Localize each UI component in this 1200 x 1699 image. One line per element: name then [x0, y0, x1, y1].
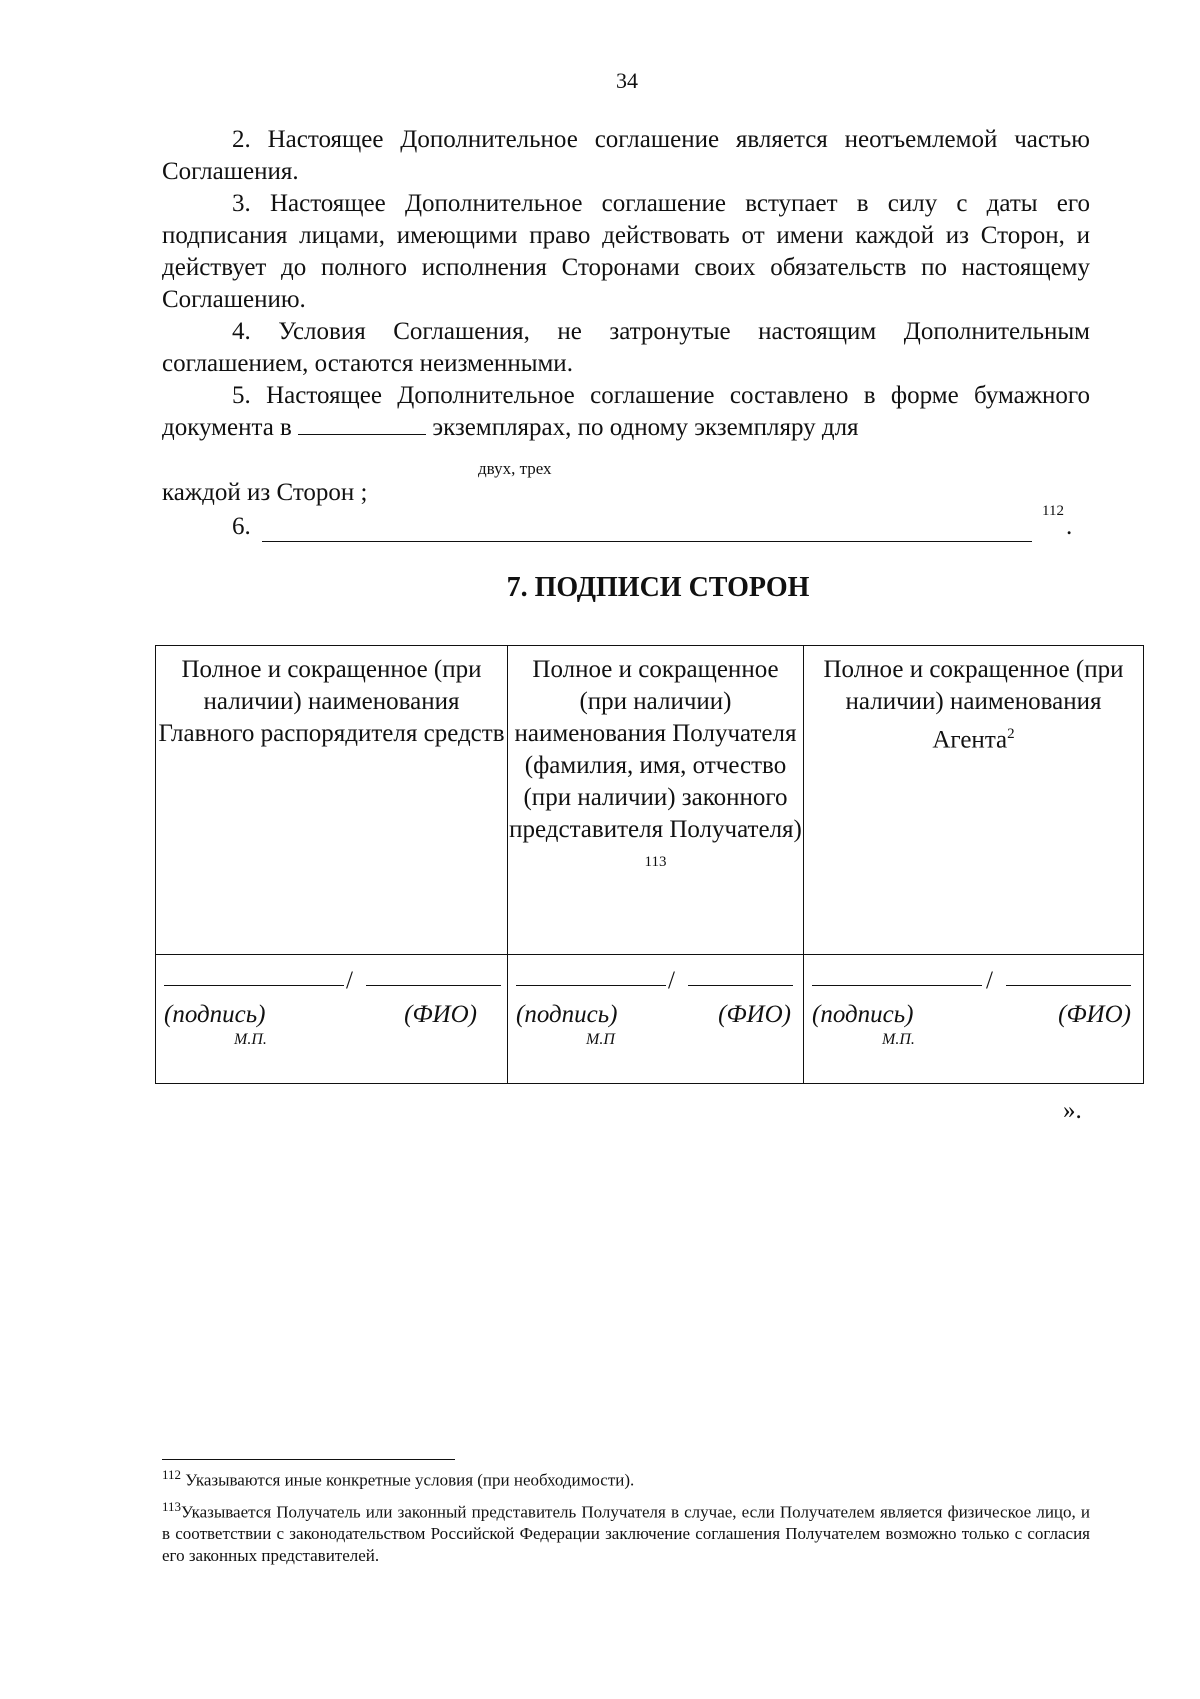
- signature-cell-recipient: [508, 955, 804, 1084]
- name-line[interactable]: [1006, 985, 1131, 986]
- paragraph-5-end: каждой из Сторон ;: [162, 479, 368, 506]
- footnote-113: [162, 1496, 1090, 1568]
- footnote-text: Указываются иные конкретные условия (при необходимости).: [181, 1470, 635, 1490]
- footnote-ref-2: 2: [1007, 726, 1015, 742]
- signature-slash: /: [346, 967, 353, 994]
- signature-line[interactable]: [164, 985, 344, 986]
- paragraph-6-number: 6.: [232, 513, 251, 540]
- seal-caption: М.П: [586, 1031, 615, 1048]
- paragraph-5-text-after: экземплярах, по одному экземпляру для: [426, 414, 859, 441]
- document-body: [162, 124, 1090, 444]
- name-line[interactable]: [366, 985, 501, 986]
- paragraph-5-text-before: 5. Настоящее Дополнительное соглашение составлено в форме бумажного документа в: [162, 382, 1090, 441]
- name-caption: (ФИО): [1058, 1001, 1131, 1028]
- footnote-separator: [162, 1459, 455, 1460]
- signature-slash: /: [668, 967, 675, 994]
- footnote-number: 112: [162, 1467, 182, 1482]
- party-header-recipient: [508, 646, 804, 955]
- signature-slash: /: [986, 967, 993, 994]
- name-caption: (ФИО): [718, 1001, 791, 1028]
- signature-cell-main-manager: [156, 955, 508, 1084]
- name-line[interactable]: [688, 985, 793, 986]
- name-caption: (ФИО): [404, 1001, 477, 1028]
- signature-caption: (подпись): [516, 1001, 618, 1028]
- signature-cell-agent: [804, 955, 1144, 1084]
- party-header-agent: [804, 646, 1144, 955]
- paragraph-5: [162, 380, 1090, 444]
- copies-count-field[interactable]: [298, 412, 426, 435]
- paragraph-6-period: .: [1066, 513, 1073, 540]
- closing-quote: ».: [1063, 1097, 1082, 1124]
- footnote-number: 113: [162, 1498, 182, 1514]
- party-header-main-manager: [156, 646, 508, 955]
- paragraph-6: [232, 503, 1073, 541]
- seal-caption: М.П.: [234, 1031, 267, 1048]
- party-header-text: Полное и сокращенное (при наличии) наименования Агента: [823, 656, 1124, 754]
- signatures-table: [155, 645, 1144, 1084]
- footnote-112: [162, 1464, 1090, 1492]
- paragraph-6-blank-line[interactable]: [262, 541, 1032, 542]
- footnote-ref-112: 112: [1042, 503, 1064, 519]
- paragraph-5-continued: [162, 477, 1090, 509]
- paragraph-2: 2. Настоящее Дополнительное соглашение является неотъемлемой частью Соглашения.: [162, 126, 1090, 185]
- signatures-sign-row: [156, 955, 1144, 1084]
- section-title: 7. ПОДПИСИ СТОРОН: [506, 572, 810, 603]
- copies-count-caption: двух, трех: [478, 459, 552, 478]
- signatures-header-row: [156, 646, 1144, 955]
- footnote-text: Указывается Получатель или законный представитель Получателя в случае, если Получателем является физическое лицо, и в соответствии с законодательством Российской Федерации заключение соглашения Получателем возможно только с согласия его законных представителей.: [162, 1502, 1090, 1566]
- party-header-text: Полное и сокращенное (при наличии) наименования Получателя (фамилия, имя, отчество (при наличии) законного представителя Получателя): [509, 656, 802, 843]
- signature-line[interactable]: [516, 985, 666, 986]
- page-number: 34: [616, 68, 638, 93]
- footnotes: [162, 1464, 1090, 1571]
- paragraph-3: 3. Настоящее Дополнительное соглашение вступает в силу с даты его подписания лицами, имеющими право действовать от имени каждой из Сторон, и действует до полного исполнения Сторонами своих обязательств по настоящему Соглашению.: [162, 190, 1090, 313]
- signature-caption: (подпись): [812, 1001, 914, 1028]
- paragraph-4: 4. Условия Соглашения, не затронутые настоящим Дополнительным соглашением, остаются неизменными.: [162, 318, 1090, 377]
- party-header-text: Полное и сокращенное (при наличии) наименования Главного распорядителя средств: [158, 656, 505, 747]
- signature-line[interactable]: [812, 985, 982, 986]
- seal-caption: М.П.: [882, 1031, 915, 1048]
- footnote-ref-113: 113: [644, 854, 667, 870]
- signature-caption: (подпись): [164, 1001, 266, 1028]
